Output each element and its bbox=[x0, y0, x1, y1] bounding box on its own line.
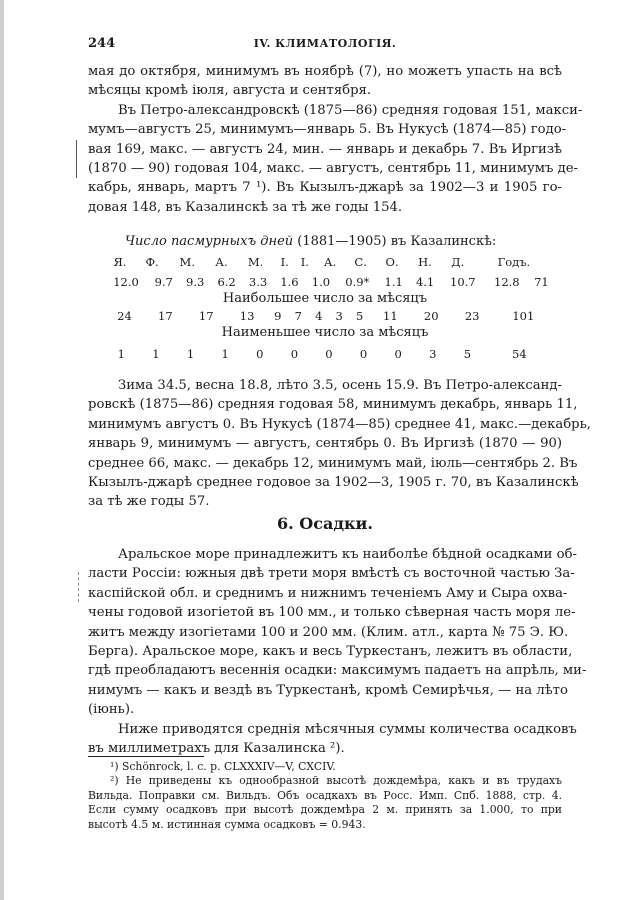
average-value-cell: 12.8 bbox=[494, 275, 520, 289]
text-line: гдѣ преобладаютъ весеннія осадки: максимумъ падаетъ на апрѣль, ми- bbox=[88, 663, 587, 679]
text-line: за тѣ же годы 57. bbox=[88, 494, 210, 510]
max-value-cell: 5 bbox=[356, 309, 364, 323]
month-header-cell: А. bbox=[215, 255, 228, 269]
max-value-cell: 13 bbox=[239, 309, 255, 323]
table-max-row bbox=[104, 307, 554, 325]
max-value-cell: 24 bbox=[117, 309, 132, 323]
text-line: Въ Петро-александровскѣ (1875—86) средняя годовая 151, макси- bbox=[118, 102, 583, 118]
footnote-line: высотѣ 4.5 м. истинная сумма осадковъ = 0.943. bbox=[88, 817, 366, 831]
month-header-cell: Ф. bbox=[145, 255, 159, 269]
max-value-cell: 4 bbox=[315, 309, 323, 323]
min-value-cell: 5 bbox=[463, 347, 472, 361]
average-value-cell: 9.7 bbox=[154, 275, 173, 289]
text-line: нимумъ — какъ и вездѣ въ Туркестанѣ, кромѣ Семирѣчья, — на лѣто bbox=[88, 682, 568, 698]
min-value-cell: 1 bbox=[152, 347, 160, 361]
month-header-cell: Д. bbox=[451, 255, 465, 269]
month-header-cell: М. bbox=[179, 255, 195, 269]
paragraph-1 bbox=[88, 62, 583, 217]
text-line: мѣсяцы кромѣ іюля, августа и сентября. bbox=[88, 83, 372, 99]
min-value-cell: 0 bbox=[359, 347, 368, 361]
max-value-cell: 23 bbox=[464, 309, 480, 323]
average-value-cell: 4.1 bbox=[415, 275, 435, 289]
text-line: довая 148, въ Казалинскѣ за тѣ же годы 154. bbox=[88, 199, 403, 215]
table-min-row bbox=[104, 345, 554, 363]
table-average-row bbox=[104, 273, 554, 291]
average-value-cell: 0.9* bbox=[345, 275, 370, 289]
table-months-row bbox=[104, 253, 554, 271]
footnote-line: Если сумму осадковъ при высотѣ дождемѣра 2 м. принять за 1.000, то при bbox=[88, 803, 562, 817]
footnote-line: ¹) Schönrock, l. c. p. CLXXXIV—V, CXCIV. bbox=[110, 760, 336, 773]
text-line: Зима 34.5, весна 18.8, лѣто 3.5, осень 15.9. Въ Петро-александ- bbox=[118, 378, 562, 393]
min-value-cell: 54 bbox=[512, 347, 527, 361]
page-number: 244 bbox=[88, 36, 116, 51]
month-header-cell: Годъ. bbox=[497, 255, 531, 269]
month-header-cell: І. bbox=[300, 255, 309, 269]
min-value-cell: 0 bbox=[325, 347, 333, 361]
paragraph-3 bbox=[88, 545, 587, 758]
average-value-cell: 6.2 bbox=[217, 275, 236, 289]
max-value-cell: 11 bbox=[383, 309, 398, 323]
max-value-cell: 101 bbox=[512, 309, 535, 323]
text-line: Ниже приводятся среднія мѣсячныя суммы количества осадковъ bbox=[118, 721, 577, 737]
page-header bbox=[88, 36, 562, 54]
month-header-cell: Я. bbox=[113, 255, 127, 269]
table-caption-italic: Число пасмурныхъ дней bbox=[125, 234, 294, 249]
margin-pencil-mark bbox=[76, 140, 79, 178]
max-value-cell: 3 bbox=[335, 309, 343, 323]
average-value-cell: 9.3 bbox=[186, 275, 205, 289]
text-line: каспійской обл. и среднимъ и нижнимъ теченіемъ Аму и Сыра охва- bbox=[88, 585, 568, 601]
min-value-cell: 0 bbox=[256, 347, 264, 361]
average-value-cell: 12.0 bbox=[113, 275, 139, 289]
text-line: чены годовой изогіетой въ 100 мм., и только сѣверная часть моря ле- bbox=[88, 605, 576, 621]
table-caption-rest: (1881—1905) въ Казалинскѣ: bbox=[293, 234, 497, 249]
max-value-cell: 17 bbox=[198, 309, 214, 323]
text-line: январь 9, минимумъ — августъ, сентябрь 0. Въ Иргизѣ (1870 — 90) bbox=[88, 436, 562, 452]
average-value-cell: 1.0 bbox=[311, 275, 331, 289]
average-value-cell: 1.1 bbox=[384, 275, 403, 289]
text-line: кабрь, январь, мартъ 7 ¹). Въ Кызылъ-джарѣ за 1902—3 и 1905 го- bbox=[88, 180, 562, 196]
min-value-cell: 1 bbox=[221, 347, 229, 361]
max-value-cell: 20 bbox=[423, 309, 439, 323]
month-header-cell: А. bbox=[323, 255, 337, 269]
margin-dotted-mark bbox=[78, 572, 81, 602]
min-value-cell: 1 bbox=[186, 347, 195, 361]
min-value-cell: 3 bbox=[429, 347, 437, 361]
footnote-rule bbox=[88, 756, 204, 757]
page-edge-shadow bbox=[0, 0, 4, 900]
text-line: въ миллиметрахъ для Казалинска ²). bbox=[88, 741, 345, 757]
max-value-cell: 9 bbox=[274, 309, 282, 323]
running-title: IV. КЛИМАТОЛОГІЯ. bbox=[253, 37, 397, 50]
text-line: минимумъ августъ 0. Въ Нукусѣ (1874—85) среднее 41, макс.—декабрь, bbox=[88, 416, 591, 432]
average-value-cell: 71 bbox=[534, 275, 549, 289]
text-line: (іюнь). bbox=[88, 702, 135, 718]
table-caption bbox=[125, 234, 496, 249]
text-line: мумъ—августъ 25, минимумъ—январь 5. Въ Нукусѣ (1874—85) годо- bbox=[88, 122, 567, 138]
month-header-cell: С. bbox=[354, 255, 367, 269]
min-value-cell: 0 bbox=[394, 347, 402, 361]
footnote-line: Вильда. Поправки см. Вильдъ. Объ осадкахъ въ Росс. Имп. Спб. 1888, стр. 4. bbox=[88, 788, 562, 802]
text-line: ласти Россіи: южныя двѣ трети моря вмѣстѣ съ восточной частью За- bbox=[88, 566, 575, 582]
section-title: 6. Осадки. bbox=[277, 514, 373, 533]
text-line: среднее 66, макс. — декабрь 12, минимумъ май, іюль—сентябрь 2. Въ bbox=[88, 455, 578, 471]
text-line: житъ между изогіетами 100 и 200 мм. (Клим. атл., карта № 75 Э. Ю. bbox=[88, 624, 569, 640]
month-header-cell: Н. bbox=[418, 255, 432, 269]
average-value-cell: 1.6 bbox=[280, 275, 299, 289]
text-line: вая 169, макс. — августъ 24, мин. — январь и декабрь 7. Въ Иргизѣ bbox=[88, 141, 562, 157]
month-header-cell: І. bbox=[280, 255, 289, 269]
month-header-cell: О. bbox=[385, 255, 399, 269]
max-value-cell: 17 bbox=[158, 309, 173, 323]
month-header-cell: М. bbox=[247, 255, 264, 269]
footnote-line: ²) Не приведены къ однообразной высотѣ дождемѣра, какъ и въ трудахъ bbox=[110, 774, 562, 788]
text-line: мая до октября, минимумъ въ ноябрѣ (7), но можетъ упасть на всѣ bbox=[88, 64, 562, 79]
table-min-label: Наименьшее число за мѣсяцъ bbox=[221, 325, 429, 340]
footnotes bbox=[88, 760, 562, 832]
min-value-cell: 0 bbox=[290, 347, 299, 361]
average-value-cell: 10.7 bbox=[450, 275, 476, 289]
table-max-label: Наибольшее число за мѣсяцъ bbox=[222, 291, 428, 306]
text-line: (1870 — 90) годовая 104, макс. — августъ, сентябрь 11, минимумъ де- bbox=[88, 161, 578, 177]
max-value-cell: 7 bbox=[294, 309, 302, 323]
min-value-cell: 1 bbox=[117, 347, 125, 361]
paragraph-2 bbox=[88, 376, 591, 512]
text-line: Аральское море принадлежитъ къ наиболѣе бѣдной осадками об- bbox=[118, 547, 577, 562]
average-value-cell: 3.3 bbox=[248, 275, 268, 289]
text-line: Берга). Аральское море, какъ и весь Туркестанъ, лежитъ въ области, bbox=[88, 644, 573, 660]
text-line: Кызылъ-джарѣ среднее годовое за 1902—3, 1905 г. 70, въ Казалинскѣ bbox=[88, 475, 579, 491]
text-line: ровскѣ (1875—86) средняя годовая 58, минимумъ декабрь, январь 11, bbox=[88, 397, 578, 413]
